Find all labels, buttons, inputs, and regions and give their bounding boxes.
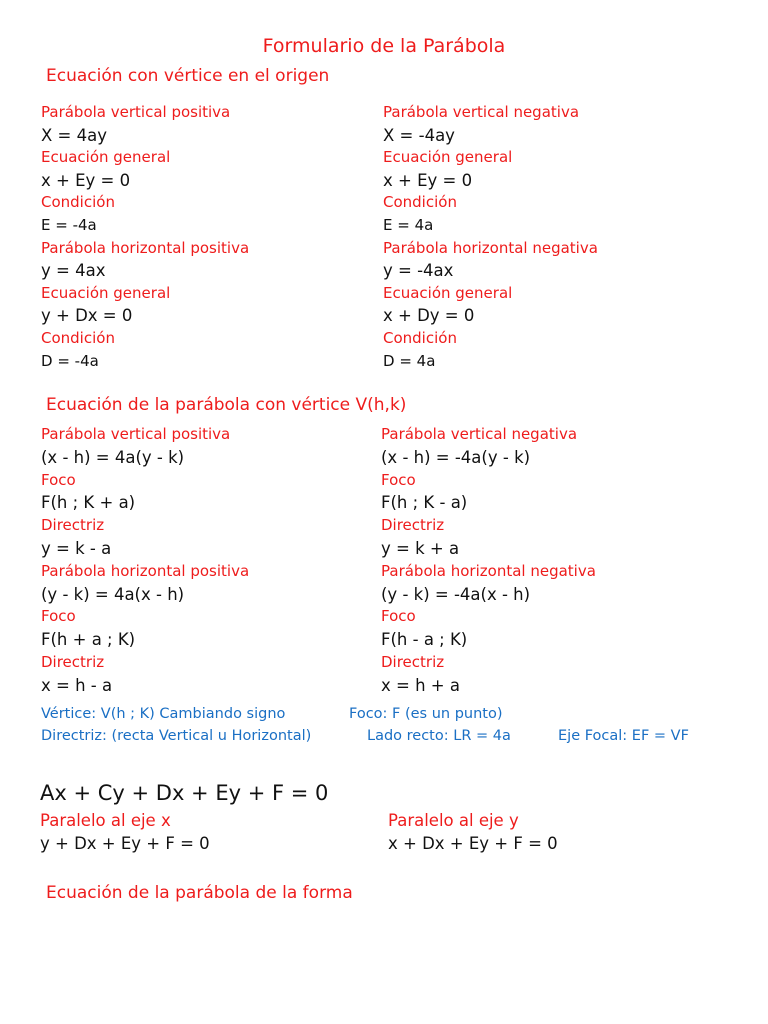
formula-text: E = 4a (383, 216, 434, 234)
formula-label: Parábola vertical negativa (381, 425, 578, 443)
note-foco: Foco: F (es un punto) (349, 706, 503, 722)
formula-text: F(h - a ; K) (381, 630, 468, 650)
formula-text: x + Ey = 0 (41, 170, 131, 190)
formula-text: D = 4a (383, 351, 436, 370)
formula-text: (x - h) = -4a(y - k) (381, 447, 531, 467)
label-parallel-y: Paralelo al eje y (388, 811, 519, 830)
formula-label: Directriz (381, 516, 445, 535)
formula-label: Foco (41, 607, 76, 626)
formula-text: D = -4a (41, 351, 99, 370)
label-parallel-x: Paralelo al eje x (40, 811, 171, 830)
formula-text: (y - k) = -4a(x - h) (381, 584, 531, 604)
formula-text: y = -4ax (383, 261, 454, 281)
formula-text: E = -4a (41, 216, 97, 234)
formula-text: X = 4ay (41, 125, 107, 145)
formula-text: (y - k) = 4a(x - h) (41, 584, 185, 604)
formula-text: x + Ey = 0 (383, 170, 473, 190)
formula-text: F(h + a ; K) (41, 630, 136, 650)
formula-label: Parábola horizontal positiva (41, 238, 250, 257)
formula-label: Foco (41, 470, 76, 489)
formula-label: Ecuación general (41, 283, 171, 302)
formula-text: y + Dx = 0 (41, 306, 133, 326)
formula-text: x + Dy = 0 (383, 306, 475, 326)
formula-label: Parábola horizontal positiva (41, 561, 250, 580)
note-vertice: Vértice: V(h ; K) Cambiando signo (41, 706, 286, 722)
formula-label: Condición (383, 193, 457, 212)
formula-label: Parábola horizontal negativa (381, 561, 596, 580)
note-directriz: Directriz: (recta Vertical u Horizontal) (41, 728, 312, 744)
formula-text: F(h ; K + a) (41, 493, 136, 513)
formula-label: Ecuación general (383, 148, 513, 167)
formula-label: Condición (41, 329, 115, 347)
formula-parallel-y: x + Dx + Ey + F = 0 (388, 834, 558, 853)
formula-label: Condición (383, 329, 457, 347)
section-heading-origin: Ecuación con vértice en el origen (46, 66, 330, 86)
formula-label: Parábola vertical negativa (383, 103, 580, 121)
note-eje-focal: Eje Focal: EF = VF (558, 728, 689, 744)
formula-label: Directriz (41, 653, 105, 671)
formula-text: y = 4ax (41, 261, 106, 281)
formula-text: X = -4ay (383, 125, 455, 145)
formula-label: Ecuación general (383, 283, 513, 302)
formula-label: Parábola horizontal negativa (383, 238, 598, 257)
formula-text: y = k - a (41, 539, 112, 558)
formula-text: x = h + a (381, 675, 460, 695)
formula-text: x = h - a (41, 675, 113, 695)
formula-text: F(h ; K - a) (381, 493, 468, 513)
general-equation: Ax + Cy + Dx + Ey + F = 0 (40, 781, 329, 805)
formula-label: Directriz (381, 653, 445, 671)
formula-label: Parábola vertical positiva (41, 425, 231, 443)
page-title: Formulario de la Parábola (262, 35, 506, 57)
formula-label: Directriz (41, 516, 105, 535)
note-lado-recto: Lado recto: LR = 4a (367, 728, 511, 744)
formula-label: Parábola vertical positiva (41, 103, 231, 121)
formula-label: Foco (381, 470, 416, 489)
formula-text: y = k + a (381, 539, 460, 558)
formula-parallel-x: y + Dx + Ey + F = 0 (40, 834, 210, 853)
formula-label: Condición (41, 193, 115, 212)
formula-label: Foco (381, 607, 416, 626)
section-heading-vertex: Ecuación de la parábola con vértice V(h,k) (46, 395, 407, 415)
formula-label: Ecuación general (41, 148, 171, 167)
formula-text: (x - h) = 4a(y - k) (41, 447, 185, 467)
section-heading-form: Ecuación de la parábola de la forma (46, 883, 353, 903)
